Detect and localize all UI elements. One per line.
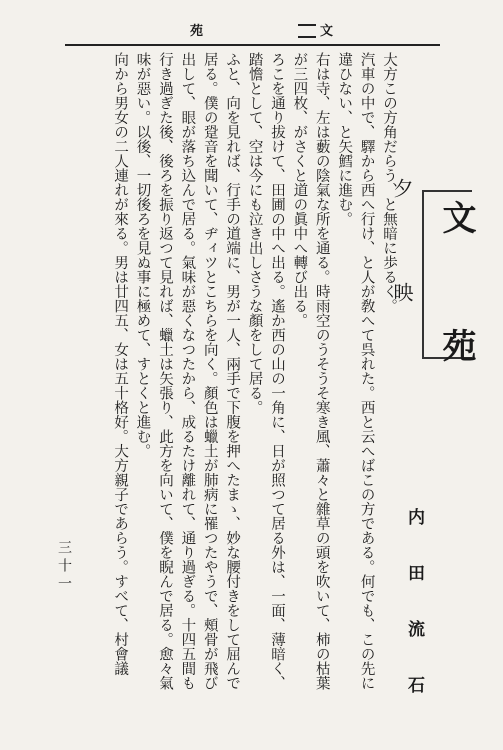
header-left-text: 苑 bbox=[190, 24, 206, 39]
paragraph: ろこを通り拔けて、田圃の中へ出る。遙か西の山の一角に、日が照つて居る外は、一面、薄暗く、踏憺として、空は今にも泣き出しさうな顏をして居る。 bbox=[246, 52, 285, 690]
header-rule bbox=[65, 44, 440, 46]
paragraph: 大方この方角だらう、と無暗に歩るく。 bbox=[381, 52, 397, 313]
page-number: 三十一 bbox=[56, 540, 72, 594]
paragraph: 向から男女の二人連れが來る。男は廿四五、女は五十格好。大方親子であらう。すべて、村會議 bbox=[112, 52, 129, 676]
header-right-text: 文 bbox=[320, 24, 336, 39]
running-header bbox=[120, 20, 420, 42]
section-title-bracket bbox=[422, 190, 476, 392]
author-name: 内 田 流 石 bbox=[404, 508, 424, 704]
paragraph: 汽車の中で、驛から西へ行け、と人が敎へて呉れた。西と云へばこの方である。何でも、この先に違ひない、と矢鱈に進む。 bbox=[336, 52, 375, 690]
header-ornament-icon bbox=[298, 24, 316, 38]
paragraph: ふと、向を見れば、行手の道端に、男が一人、兩手で下腹を押へたまゝ、妙な腰付きをして屈んで居る。僕の跫音を聞いて、ヂィツとこちらを向く。顏色は蠟土が肺病に罹つたやうで、頰骨が飛び出して、眼が落ち込んで居る。氣味が惡くなつたから、成るたけ離れて、通り過ぎる。十四五間も行き過ぎた後、後ろを振り返つて見れば、蠟土は矢張り、此方を向いて、僕を睨んで居る。愈々氣味が惡い。以後、一切後ろを見ぬ事に極めて、すとくと進む。 bbox=[134, 52, 241, 690]
paragraph: 右は寺、左は藪の陰氣な所を通る。時雨空のうそうそ寒き風、蕭々と雜草の頭を吹いて、柿の枯葉が三四枚、がさくと道の眞中へ轉び出る。 bbox=[291, 52, 330, 690]
section-title: 文 苑 bbox=[436, 200, 476, 392]
body-text bbox=[90, 52, 400, 702]
work-title: 夕 映 bbox=[390, 178, 414, 334]
